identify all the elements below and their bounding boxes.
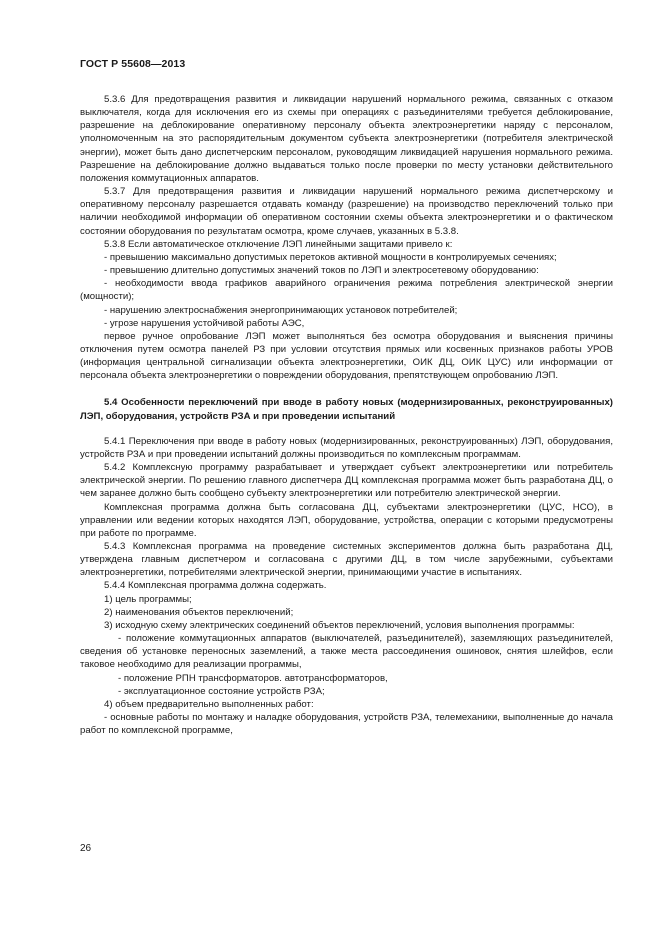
list-item: 2) наименования объектов переключений; <box>104 606 294 618</box>
paragraph-5-4-2: 5.4.2 Комплексную программу разрабатывает и утверждает субъект электроэнергетики или потребитель электрической энергии. По решению главного диспетчера ДЦ комплексная программа может быть разработана ДЦ, о чем заранее должно быть сообщено субъекту электроэнергетики или потребителю электрической энергии. <box>80 462 613 500</box>
list-item: - эксплуатационное состояние устройств РЗА; <box>118 685 325 697</box>
paragraph-5-3-8: 5.3.8 Если автоматическое отключение ЛЭП линейными защитами привело к: <box>104 238 453 250</box>
list-item: 1) цель программы; <box>104 593 192 605</box>
document-header: ГОСТ Р 55608—2013 <box>80 58 186 70</box>
list-item: - нарушению электроснабжения энергопринимающих установок потребителей; <box>104 304 458 316</box>
list-item: - необходимости ввода графиков аварийного ограничения режима потребления электрической энергии (мощности); <box>80 278 613 303</box>
list-item: 3) исходную схему электрических соединений объектов переключений, условия выполнения программы: <box>104 619 575 631</box>
list-item: - положение РПН трансформаторов. автотрансформаторов, <box>118 672 388 684</box>
paragraph-first-test: первое ручное опробование ЛЭП может выполняться без осмотра оборудования и выяснения причины отключения путем осмотра панелей РЗ при условии отсутствия прямых или косвенных признаков работы УРОВ (информация центральной сигнализации объекта электроэнергетики, ОИК ДЦ, ОИК ЦУС) или информации от персонала объекта электроэнергетики о повреждении оборудования, препятствующем опробованию ЛЭП. <box>80 330 613 382</box>
paragraph-5-4-3: 5.4.3 Комплексная программа на проведение системных экспериментов должна быть разработана ДЦ, утверждена главным диспетчером и согласована с другими ДЦ, в том числе зарубежными, субъектами электроэнергетики, потребителями электрической энергии, принимающими участие в испытаниях. <box>80 541 613 579</box>
paragraph-5-3-6: 5.3.6 Для предотвращения развития и ликвидации нарушений нормального режима, связанных с отказом выключателя, когда для исключения его из схемы при операциях с разъединителями требуется деблокирование, разрешение на деблокирование оперативному персоналу объекта электроэнергетики наряду с персоналом, уполномоченным на это распорядительным документом субъекта электроэнергетики (потребителя электрической энергии), может быть дано диспетчерским персоналом, руководящим ликвидацией нарушения нормального режима. Разрешение на деблокирование должно выдаваться только после проверки по месту установки действительного положения коммутационных аппаратов. <box>80 94 613 184</box>
list-item: - превышению максимально допустимых перетоков активной мощности в контролируемых сечениях; <box>104 251 557 263</box>
paragraph-5-3-7: 5.3.7 Для предотвращения развития и ликвидации нарушений нормального режима диспетчерскому и оперативному персоналу разрешается отдавать команду (разрешение) на производство переключений только при наличии необходимой информации об оперативном состоянии схемы объекта электроэнергетики и о фактическом состоянии оборудования по результатам осмотра, кроме случаев, указанных в 5.3.8. <box>80 186 613 237</box>
document-body <box>80 93 613 737</box>
list-item: - угрозе нарушения устойчивой работы АЭС, <box>104 317 305 329</box>
list-item: - положение коммутационных аппаратов (выключателей, разъединителей), заземляющих разъединителей, сведения об установке переносных заземлений, а также места рассоединения ошиновок, снятия шлейфов, если таковое необходимо для реализации программы, <box>80 633 613 671</box>
section-title-5-4: 5.4 Особенности переключений при вводе в работу новых (модернизированных, реконструированных) ЛЭП, оборудования, устройств РЗА и при проведении испытаний <box>80 397 613 422</box>
paragraph-5-4-4: 5.4.4 Комплексная программа должна содержать. <box>104 580 327 592</box>
list-item: 4) объем предварительно выполненных работ: <box>104 698 314 710</box>
list-item: - превышению длительно допустимых значений токов по ЛЭП и электросетевому оборудованию: <box>104 265 539 277</box>
paragraph-program-approval: Комплексная программа должна быть согласована ДЦ, субъектами электроэнергетики (ЦУС, НСО), в управлении или ведении которых находятся ЛЭП, оборудование, устройства, операции с которыми предусмотрены при работе по программе. <box>80 501 613 539</box>
paragraph-5-4-1: 5.4.1 Переключения при вводе в работу новых (модернизированных, реконструированных) ЛЭП, оборудования, устройств РЗА и при проведении испытаний должны производиться по комплексным программам. <box>80 435 613 460</box>
list-item: - основные работы по монтажу и наладке оборудования, устройств РЗА, телемеханики, выполненные до начала работ по комплексной программе, <box>80 712 613 737</box>
page-number: 26 <box>80 843 92 854</box>
